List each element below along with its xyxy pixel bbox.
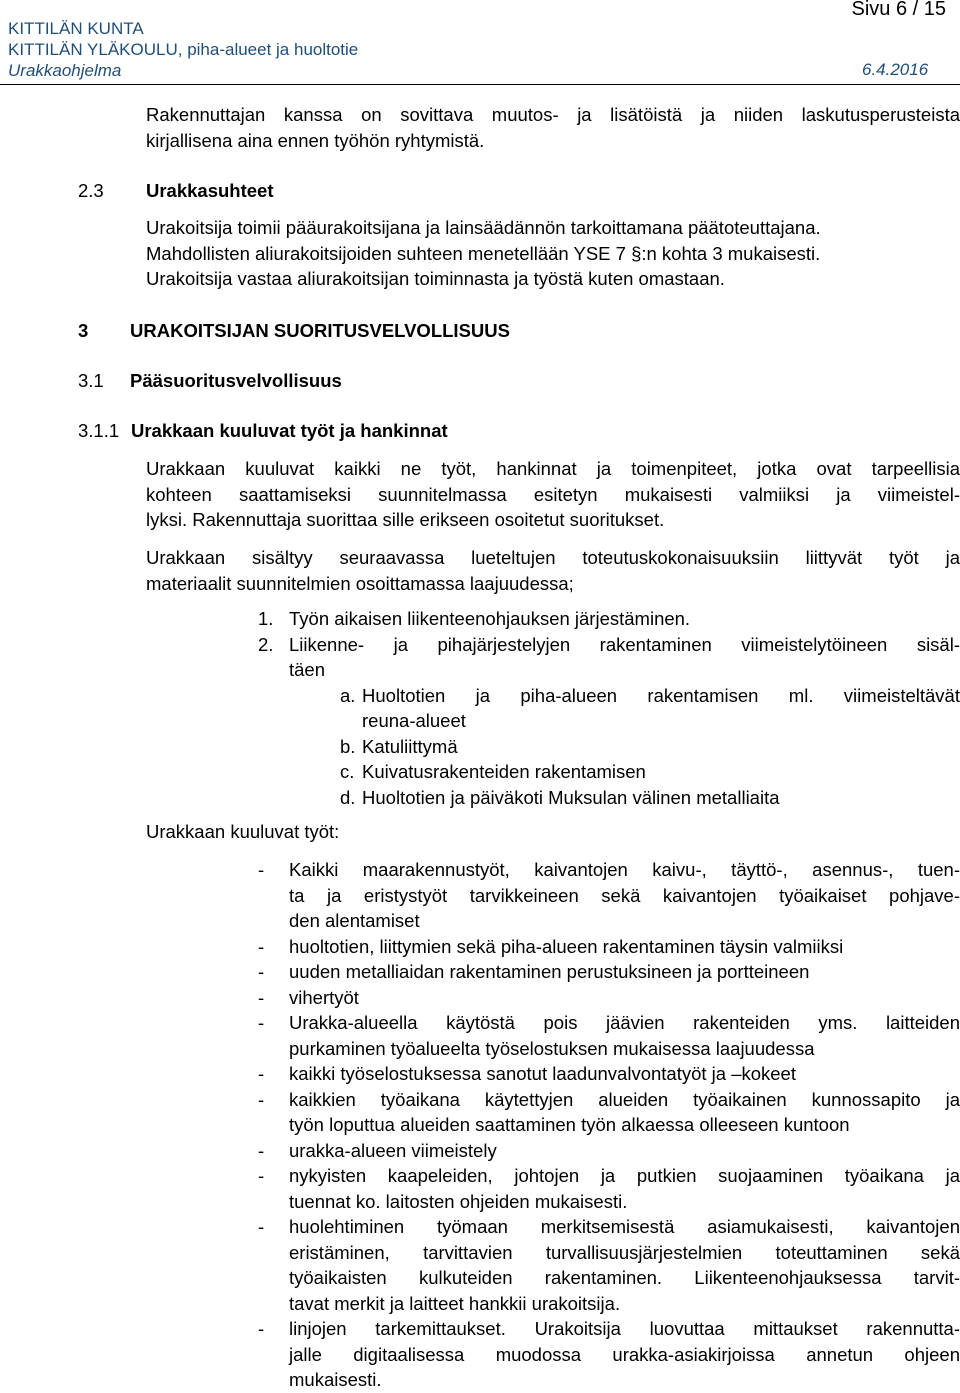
list-item-text: mukaisesti. [289,1369,382,1390]
list-marker: 2. [258,633,274,655]
list-marker: 1. [258,608,274,629]
text-line: Rakennuttajan kanssa on sovittava muutos- ja lisätöistä ja niiden laskutusperusteista [146,104,960,125]
text-line: Urakkaan sisältyy seuraavassa lueteltujen toteutuskokonaisuuksiin liittyvät työt ja [146,547,960,568]
section-title: Pääsuoritusvelvollisuus [130,370,342,391]
list-item [258,1316,960,1393]
list-item [258,934,960,960]
list-item [258,959,960,985]
list-marker: b. [340,735,356,757]
list-item [258,1087,960,1138]
page-number: Sivu 6 / 15 [851,0,946,20]
section-2-3-body [146,215,960,292]
list-item-text: Työn aikaisen liikenteenohjauksen järjestäminen. [289,608,691,629]
sub-list-item [258,683,960,734]
list-item-text: den alentamiset [289,910,420,931]
list-item-text: työaikaisten kulkuteiden rakentaminen. Liikenteenohjauksessa tarvit- [289,1267,960,1288]
header-divider [0,84,960,85]
list-item-text: täen [289,659,326,680]
sub-list-item [258,785,960,811]
list-item-text: Huoltotien ja piha-alueen rakentamisen ml. viimeisteltävät [362,684,960,706]
dash-marker: - [258,986,265,1008]
list-item-text: jalle digitaalisessa muodossa urakka-asiakirjoissa annetun ohjeen [289,1343,960,1365]
text-line: lyksi. Rakennuttaja suorittaa sille erikseen osoitetut suoritukset. [146,509,665,530]
list-item-text: tuennat ko. laitosten ohjeiden mukaisesti. [289,1190,628,1212]
header-date: 6.4.2016 [862,60,929,79]
header-org: KITTILÄN KUNTA [8,19,144,38]
list-item [258,985,960,1011]
list-item [258,1163,960,1214]
paragraph-1 [146,456,960,533]
text-line: materiaalit suunnitelmien osoittamassa laajuudessa; [146,572,574,594]
text-line: Urakoitsija toimii pääurakoitsijana ja lainsäädännön tarkoittamana päätoteuttajana. [146,217,821,238]
dash-marker: - [258,859,265,880]
intro-paragraph [146,102,960,153]
subsection-title: Urakkaan kuuluvat työt ja hankinnat [131,420,448,441]
list-item [258,1214,960,1316]
text-line: Urakoitsija vastaa aliurakoitsijan toiminnasta ja työstä kuten omastaan. [146,268,725,289]
list-item [258,606,960,632]
list-item [258,1138,960,1164]
list-item [258,1061,960,1087]
list-item-text: Kuivatusrakenteiden rakentamisen [362,761,646,782]
dash-marker: - [258,1216,265,1237]
sub-list-item [258,734,960,760]
list-item-text: Liikenne- ja pihajärjestelyjen rakentaminen viimeistelytöineen sisäl- [289,633,960,655]
text-line: Urakkaan kuuluvat kaikki ne työt, hankinnat ja toimenpiteet, jotka ovat tarpeellisia [146,458,960,479]
list-item [258,857,960,934]
list-item-text: urakka-alueen viimeistely [289,1139,497,1161]
header-project: KITTILÄN YLÄKOULU, piha-alueet ja huoltotie [8,40,359,59]
list-item-text: Urakka-alueella käytöstä pois jäävien rakenteiden yms. laitteiden [289,1012,960,1033]
works-label: Urakkaan kuuluvat työt: [146,821,340,842]
list-item-text: nykyisten kaapeleiden, johtojen ja putkien suojaaminen työaikana ja [289,1165,960,1186]
list-item [258,632,960,683]
list-marker: c. [340,761,355,782]
text-line: kohteen saattamiseksi suunnitelmassa esitetyn mukaisesti valmiiksi ja viimeistel- [146,483,960,505]
text-line: Mahdollisten aliurakoitsijoiden suhteen menetellään YSE 7 §:n kohta 3 mukaisesti. [146,242,821,264]
list-item-text: eristäminen, tarvittavien turvallisuusjärjestelmien toteuttaminen sekä [289,1241,960,1263]
dash-marker: - [258,1165,265,1186]
dash-marker: - [258,1139,265,1161]
section-number: 3.1 [78,370,104,391]
list-item-text: kaikki työselostuksessa sanotut laadunvalvontatyöt ja –kokeet [289,1063,796,1084]
dash-marker: - [258,1088,265,1110]
dash-marker: - [258,935,265,957]
numbered-list [258,606,960,810]
chapter-title: URAKOITSIJAN SUORITUSVELVOLLISUUS [130,320,510,341]
list-item [258,1010,960,1061]
list-marker: a. [340,684,356,706]
subsection-number: 3.1.1 [78,420,120,441]
list-item-text: purkaminen työalueelta työselostuksen mukaisessa laajuudessa [289,1037,815,1059]
list-item-text: Katuliittymä [362,735,458,757]
list-marker: d. [340,786,356,808]
list-item-text: vihertyöt [289,986,359,1008]
text-line: kirjallisena aina ennen työhön ryhtymistä. [146,129,485,151]
list-item-text: Huoltotien ja päiväkoti Muksulan välinen metalliaita [362,786,780,808]
dash-marker: - [258,1063,265,1084]
list-item-text: linjojen tarkemittaukset. Urakoitsija luovuttaa mittaukset rakennutta- [289,1318,960,1339]
header-doc-type: Urakkaohjelma [8,61,122,80]
list-item-text: kaikkien työaikana käytettyjen alueiden työaikainen kunnossapito ja [289,1088,960,1110]
list-item-text: Kaikki maarakennustyöt, kaivantojen kaivu-, täyttö-, asennus-, tuen- [289,859,960,880]
list-item-text: huolehtiminen työmaan merkitsemisestä asiamukaisesti, kaivantojen [289,1216,960,1237]
dash-marker: - [258,961,265,982]
page-header [8,18,358,81]
chapter-number: 3 [78,320,89,341]
section-title: Urakkasuhteet [146,180,274,201]
list-item-text: uuden metalliaidan rakentaminen perustuksineen ja portteineen [289,961,810,982]
dash-marker: - [258,1012,265,1033]
dash-marker: - [258,1318,265,1339]
sub-list-item [258,759,960,785]
section-number: 2.3 [78,180,104,201]
list-item-text: ta ja eristystyöt tarvikkeineen sekä kaivantojen työaikaiset pohjave- [289,884,960,906]
list-item-text: reuna-alueet [362,710,466,731]
dash-list [258,857,960,1393]
paragraph-2 [146,545,960,596]
list-item-text: tavat merkit ja laitteet hankkii urakoitsija. [289,1292,621,1314]
list-item-text: huoltotien, liittymien sekä piha-alueen rakentaminen täysin valmiiksi [289,935,844,957]
list-item-text: työn loputtua alueiden saattaminen työn alkaessa olleeseen kuntoon [289,1114,850,1135]
